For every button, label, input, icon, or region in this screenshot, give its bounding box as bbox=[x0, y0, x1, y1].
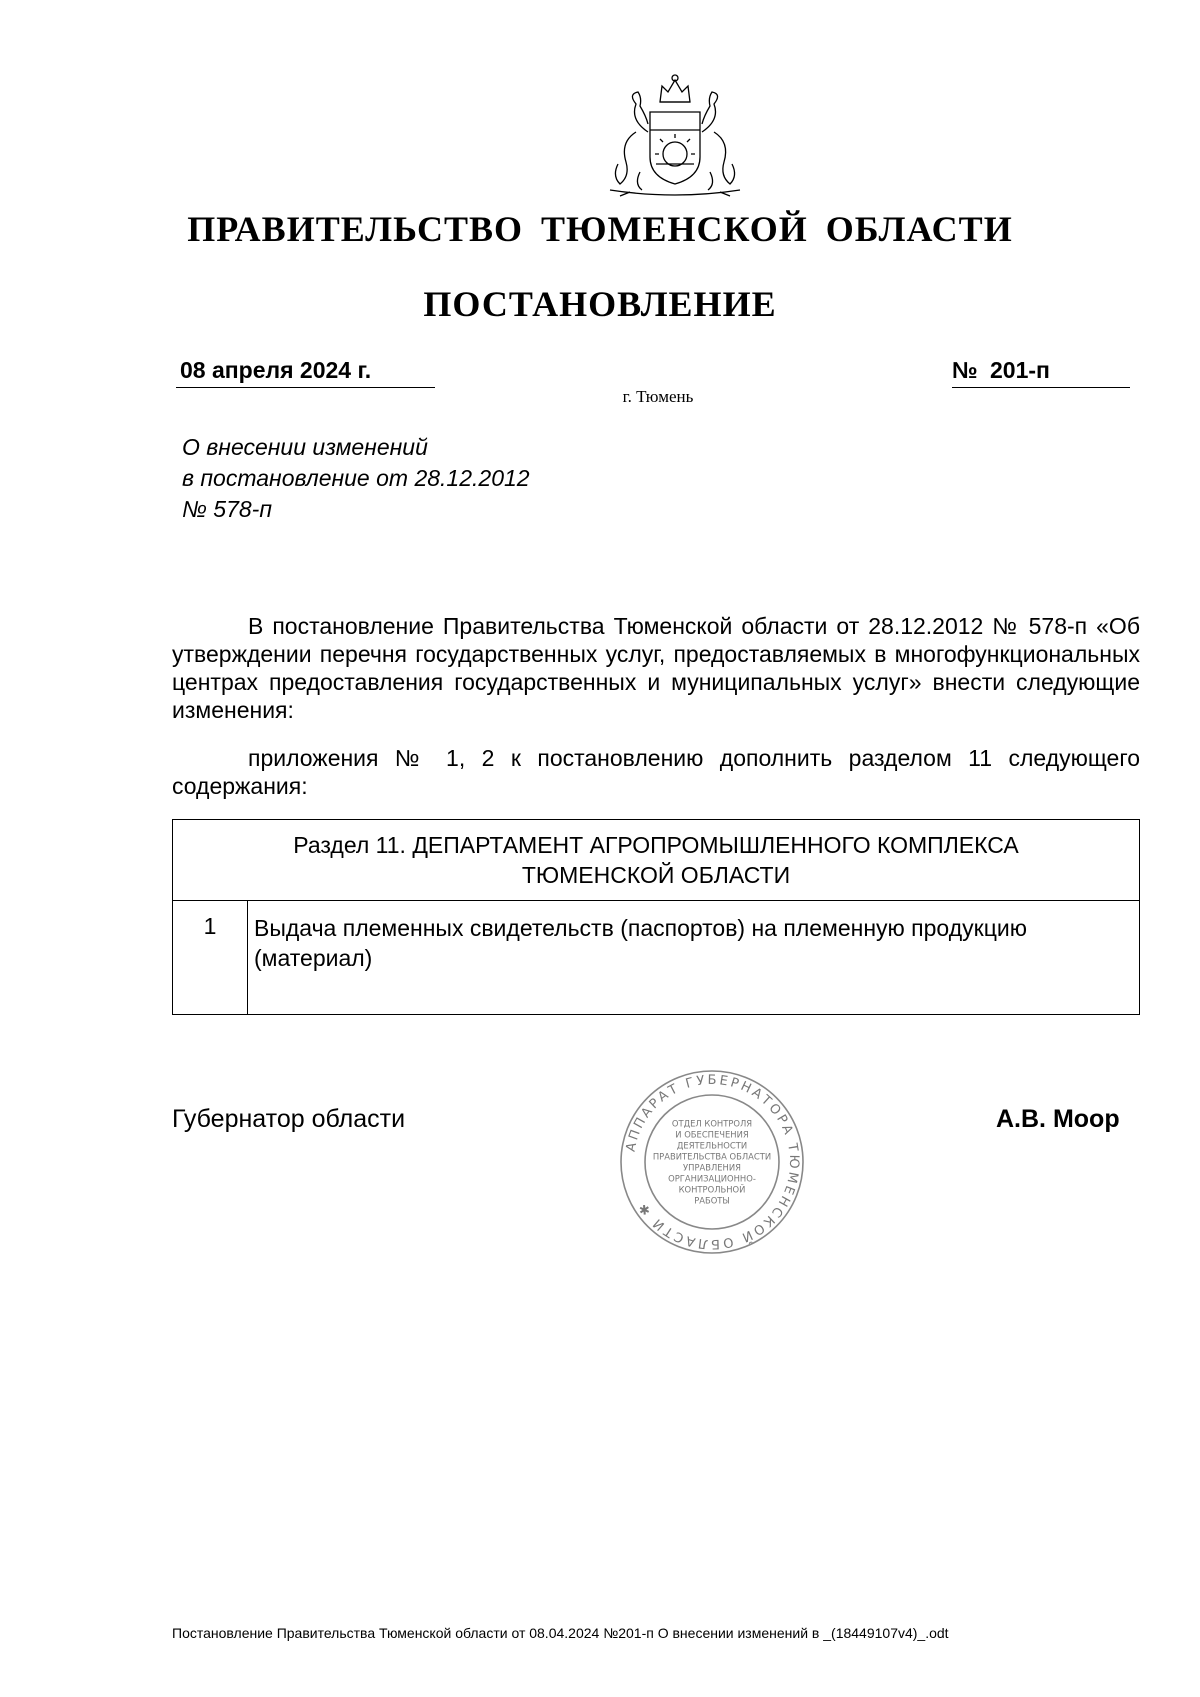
seal-inner-line: ОТДЕЛ КОНТРОЛЯ bbox=[671, 1118, 753, 1129]
document-type: ПОСТАНОВЛЕНИЕ bbox=[423, 284, 777, 324]
seal-inner-line: УПРАВЛЕНИЯ bbox=[683, 1162, 741, 1173]
government-title: ПРАВИТЕЛЬСТВО ТЮМЕНСКОЙ ОБЛАСТИ bbox=[187, 209, 1013, 249]
document-date: 08 апреля 2024 г. bbox=[176, 357, 435, 388]
section-heading-line: Раздел 11. ДЕПАРТАМЕНТ АГРОПРОМЫШЛЕННОГО КОМПЛЕКСА bbox=[293, 832, 1019, 858]
seal-inner-line: И ОБЕСПЕЧЕНИЯ bbox=[675, 1129, 749, 1140]
subject-line: № 578-п bbox=[182, 496, 272, 522]
subject-line: в постановление от 28.12.2012 bbox=[182, 465, 530, 491]
section-header-row bbox=[173, 820, 1140, 901]
row-number: 1 bbox=[173, 901, 248, 1015]
official-seal-icon bbox=[618, 1068, 806, 1256]
seal-inner-line: ДЕЯТЕЛЬНОСТИ bbox=[676, 1140, 748, 1151]
section-heading bbox=[173, 820, 1140, 901]
footer-file-reference: Постановление Правительства Тюменской области от 08.04.2024 №201-п О внесении изменений в _(18449107v4)_.odt bbox=[172, 1625, 949, 1641]
seal-inner-line: ОРГАНИЗАЦИОННО- bbox=[668, 1173, 756, 1184]
table-row bbox=[173, 901, 1140, 1015]
body-paragraph: приложения № 1, 2 к постановлению дополнить разделом 11 следующего содержания: bbox=[172, 745, 1140, 799]
seal-outer-text: АППАРАТ ГУБЕРНАТОРА ТЮМЕНСКОЙ ОБЛАСТИ ✱ bbox=[623, 1072, 802, 1252]
document-number-field bbox=[952, 357, 1130, 388]
seal-inner-line: КОНТРОЛЬНОЙ bbox=[678, 1184, 746, 1195]
signer-position: Губернатор области bbox=[172, 1105, 406, 1133]
seal-inner-line: ПРАВИТЕЛЬСТВА ОБЛАСТИ bbox=[652, 1151, 772, 1162]
section-heading-line: ТЮМЕНСКОЙ ОБЛАСТИ bbox=[521, 862, 791, 888]
row-service-name: Выдача племенных свидетельств (паспортов) на племенную продукцию (материал) bbox=[248, 901, 1140, 1015]
number-sign: № bbox=[952, 357, 978, 383]
subject-line: О внесении изменений bbox=[182, 434, 428, 460]
signer-name: А.В. Моор bbox=[996, 1105, 1120, 1133]
coat-of-arms-icon bbox=[590, 72, 760, 197]
body-paragraph: В постановление Правительства Тюменской области от 28.12.2012 № 578-п «Об утверждении перечня государственных услуг, предоставляемых в многофункциональных центрах предоставления государственных и муниципальных услуг» внести следующие изменения: bbox=[172, 613, 1140, 723]
document-subject bbox=[182, 432, 530, 525]
document-number: 201-п bbox=[990, 357, 1050, 383]
city: г. Тюмень bbox=[622, 387, 694, 406]
services-table bbox=[172, 819, 1140, 1015]
seal-inner-line: РАБОТЫ bbox=[694, 1195, 730, 1206]
